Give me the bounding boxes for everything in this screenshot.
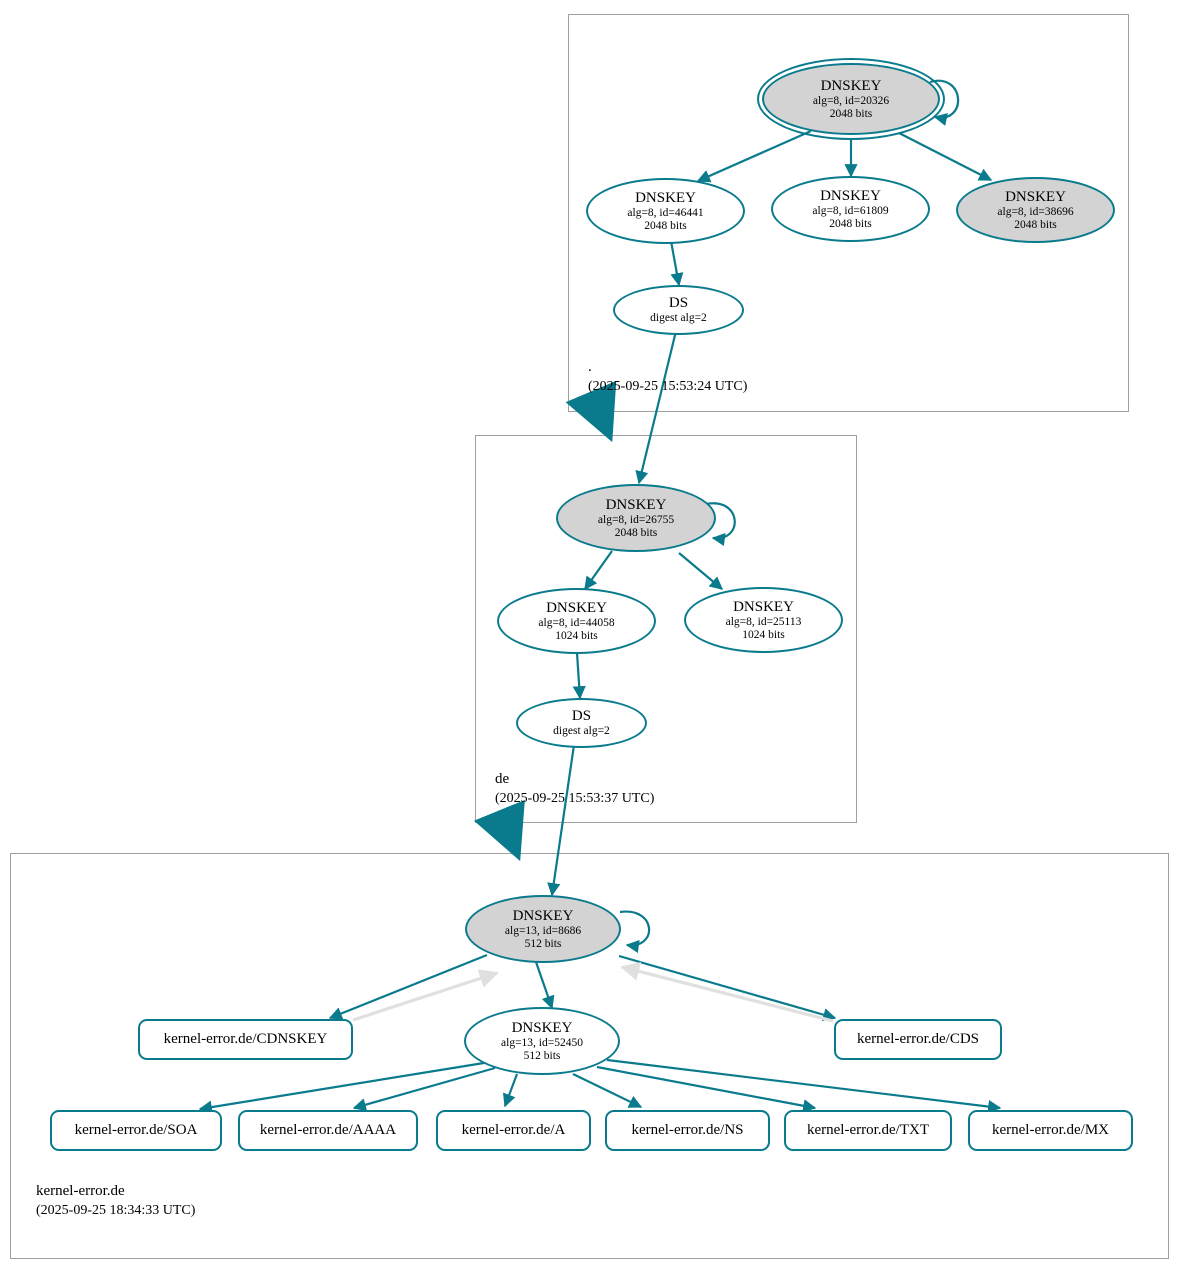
node-root-zsk-61809[interactable] xyxy=(771,176,930,242)
node-label-line2: alg=8, id=44058 xyxy=(538,616,615,629)
node-root-ksk[interactable] xyxy=(762,63,940,135)
edge-zsk-to-a xyxy=(505,1074,517,1106)
node-label-line3: 512 bits xyxy=(523,1049,561,1062)
edge-root-zsk-to-ds xyxy=(671,241,679,285)
node-ke-ksk[interactable] xyxy=(465,895,621,963)
node-label-line1: DNSKEY xyxy=(733,598,794,615)
node-label-line2: alg=8, id=26755 xyxy=(597,513,675,526)
zone-timestamp: (2025-09-25 18:34:33 UTC) xyxy=(36,1203,196,1218)
zone-name: . xyxy=(588,359,592,375)
node-rrset-a[interactable] xyxy=(436,1110,591,1151)
node-label-line2: alg=8, id=46441 xyxy=(627,206,704,219)
edge-de-ds-to-ke-dnskey xyxy=(552,745,574,895)
zone-name: de xyxy=(495,771,510,787)
zone-label-root xyxy=(588,358,747,396)
node-label-line1: kernel-error.de/CDNSKEY xyxy=(163,1031,328,1047)
node-label-line2: alg=13, id=52450 xyxy=(501,1036,583,1049)
node-de-ksk[interactable] xyxy=(556,484,716,552)
node-root-zsk-46441[interactable] xyxy=(586,178,745,244)
node-label-line1: kernel-error.de/NS xyxy=(631,1122,744,1138)
edge-ke-ksk-to-cdnskey xyxy=(330,955,487,1018)
node-label-line1: DNSKEY xyxy=(635,189,696,206)
node-label-line3: 2048 bits xyxy=(644,219,687,232)
edge-de-zsk-to-ds xyxy=(577,653,580,698)
node-label-line1: DNSKEY xyxy=(511,1019,573,1036)
edge-cds-to-ke-ksk xyxy=(622,967,833,1021)
edge-ke-ksk-to-cds xyxy=(619,956,835,1018)
node-label-line1: DNSKEY xyxy=(820,77,882,94)
zone-timestamp: (2025-09-25 15:53:37 UTC) xyxy=(495,791,655,806)
node-label-line3: 512 bits xyxy=(524,937,562,950)
node-label-line3: 1024 bits xyxy=(742,628,785,641)
node-rrset-txt[interactable] xyxy=(784,1110,952,1151)
node-label-line2: alg=8, id=20326 xyxy=(812,94,890,107)
edge-ke-ksk-to-zsk xyxy=(536,962,552,1008)
node-label-line1: DNSKEY xyxy=(546,599,607,616)
edge-zsk-to-soa xyxy=(200,1062,490,1109)
edge-zsk-to-aaaa xyxy=(354,1068,495,1108)
node-label-line1: kernel-error.de/SOA xyxy=(74,1122,198,1138)
node-rrset-cds[interactable] xyxy=(834,1019,1002,1060)
node-label-line3: 2048 bits xyxy=(829,107,873,120)
edge-root-ds-to-de-dnskey xyxy=(639,331,676,483)
node-label-line1: DNSKEY xyxy=(605,496,667,513)
node-label-line1: kernel-error.de/MX xyxy=(991,1122,1110,1138)
node-label-line1: DNSKEY xyxy=(1005,188,1066,205)
edge-ke-ksk-self xyxy=(620,912,649,946)
zone-label-de xyxy=(495,770,654,808)
node-label-line1: DS xyxy=(668,295,689,311)
node-rrset-ns[interactable] xyxy=(605,1110,770,1151)
node-de-ds[interactable] xyxy=(516,698,647,748)
node-root-zsk-38696[interactable] xyxy=(956,177,1115,243)
node-rrset-aaaa[interactable] xyxy=(238,1110,418,1151)
node-rrset-cdnskey[interactable] xyxy=(138,1019,353,1060)
node-label-line3: 2048 bits xyxy=(1014,218,1057,231)
node-label-line1: kernel-error.de/CDS xyxy=(856,1031,980,1047)
node-root-ds[interactable] xyxy=(613,285,744,335)
node-label-line2: digest alg=2 xyxy=(650,312,707,324)
zone-timestamp: (2025-09-25 15:53:24 UTC) xyxy=(588,379,748,394)
zone-name: kernel-error.de xyxy=(36,1183,125,1199)
node-label-line2: alg=8, id=61809 xyxy=(812,204,889,217)
node-de-zsk-25113[interactable] xyxy=(684,587,843,653)
node-label-line2: alg=8, id=38696 xyxy=(997,205,1074,218)
node-de-zsk-44058[interactable] xyxy=(497,588,656,654)
edge-de-ksk-to-25113 xyxy=(679,553,722,589)
node-label-line3: 2048 bits xyxy=(829,217,872,230)
node-label-line3: 2048 bits xyxy=(614,526,658,539)
node-label-line1: kernel-error.de/AAAA xyxy=(259,1122,397,1138)
node-rrset-mx[interactable] xyxy=(968,1110,1133,1151)
node-ke-zsk-52450[interactable] xyxy=(464,1007,620,1075)
node-label-line1: DNSKEY xyxy=(512,907,574,924)
zone-label-kernel-error-de xyxy=(36,1182,195,1220)
edge-zsk-to-ns xyxy=(573,1074,641,1107)
node-label-line1: DNSKEY xyxy=(820,187,881,204)
node-label-line1: DS xyxy=(571,708,592,724)
edge-de-ksk-to-44058 xyxy=(585,551,612,589)
node-label-line1: kernel-error.de/TXT xyxy=(806,1122,930,1138)
node-label-line2: alg=13, id=8686 xyxy=(504,924,582,937)
edge-root-ksk-to-46441 xyxy=(698,131,811,181)
edge-zsk-to-mx xyxy=(607,1060,1000,1108)
node-label-line1: kernel-error.de/A xyxy=(461,1122,566,1138)
edge-root-ksk-to-38696 xyxy=(899,133,991,180)
edge-zone-root-to-de xyxy=(600,413,608,432)
node-label-line2: alg=8, id=25113 xyxy=(725,615,802,628)
node-label-line3: 1024 bits xyxy=(555,629,598,642)
node-rrset-soa[interactable] xyxy=(50,1110,222,1151)
edge-zone-de-to-kernel-error-de xyxy=(505,824,516,851)
node-label-line2: digest alg=2 xyxy=(553,725,610,737)
